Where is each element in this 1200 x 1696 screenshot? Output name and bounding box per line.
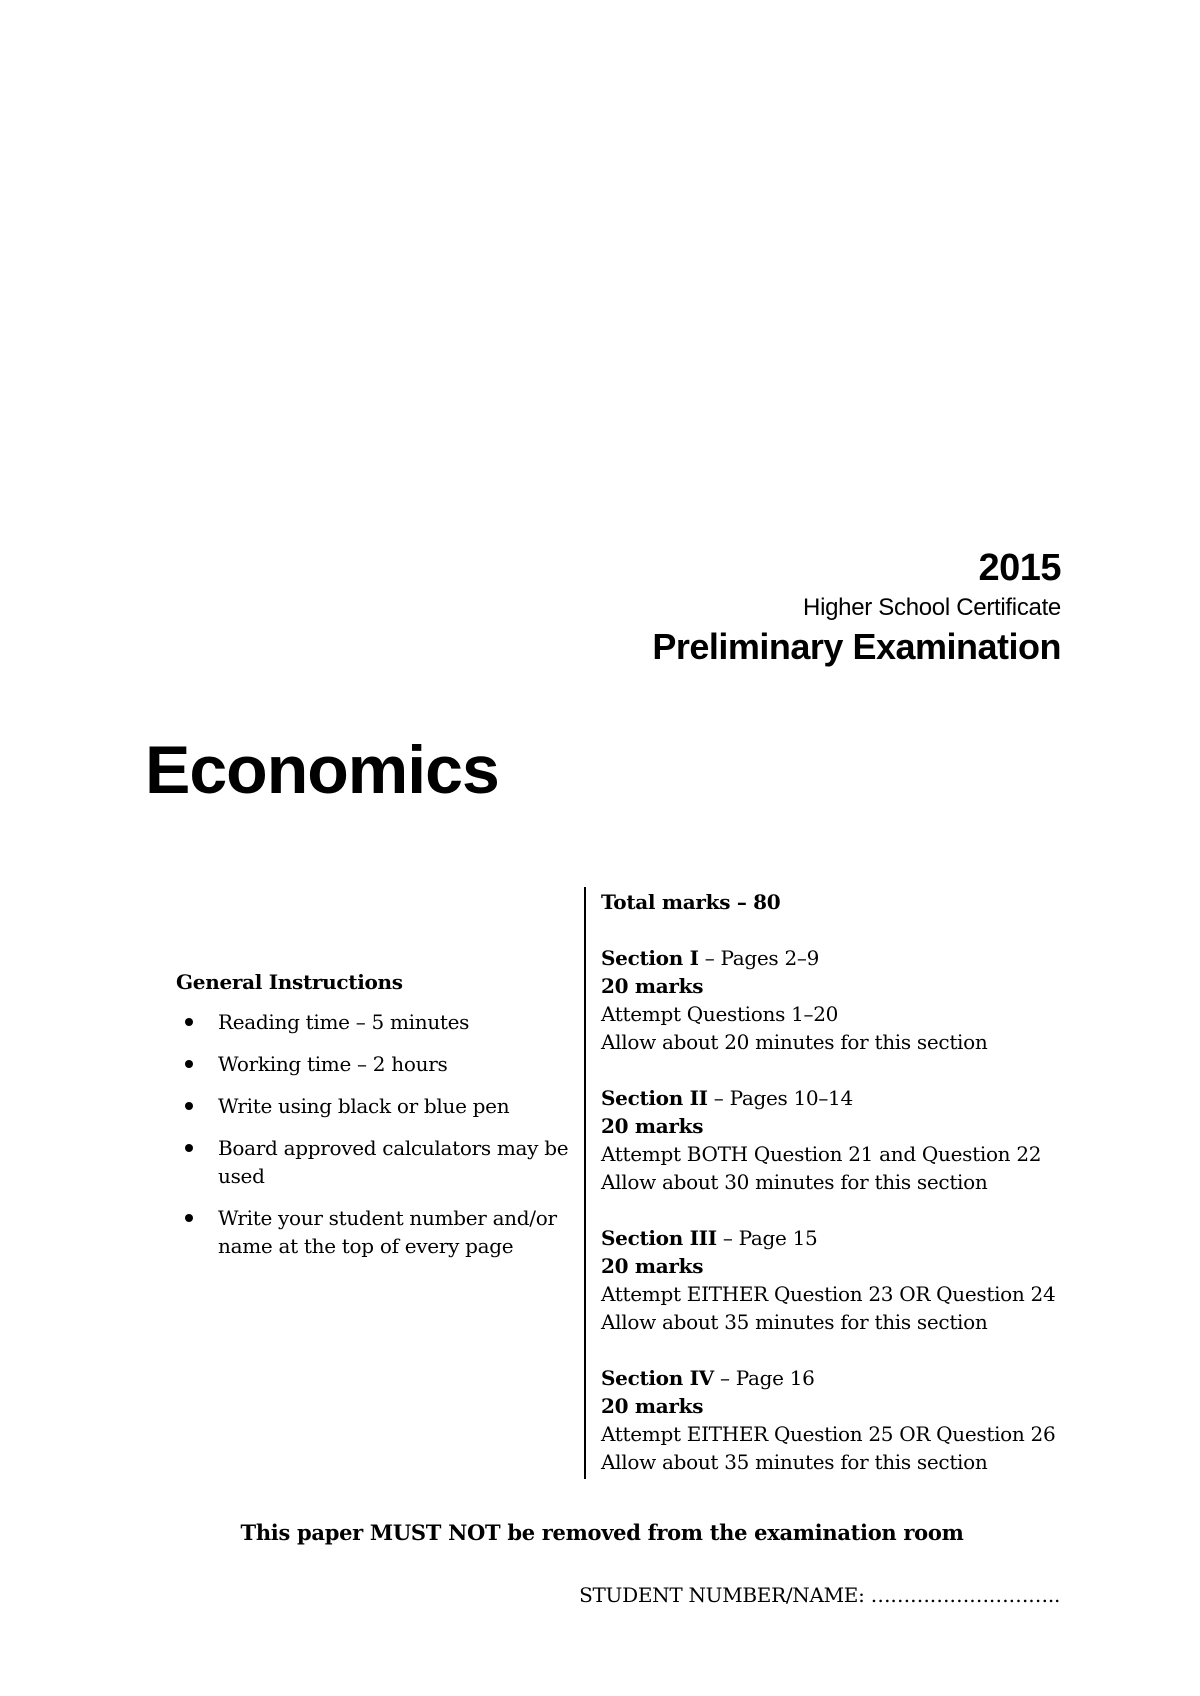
section-marks: 20 marks: [601, 1254, 704, 1278]
section-attempt: Attempt EITHER Question 23 OR Question 24: [601, 1282, 1056, 1306]
section-pages: – Pages 2–9: [698, 946, 819, 970]
section-attempt: Attempt EITHER Question 25 OR Question 26: [601, 1422, 1056, 1446]
student-number-name-line: STUDENT NUMBER/NAME: ………………………..: [579, 1583, 1060, 1607]
section-time: Allow about 35 minutes for this section: [601, 1450, 988, 1474]
instruction-item: Board approved calculators may be used: [176, 1134, 576, 1190]
instructions-list: [176, 1008, 576, 1260]
section-name: Section III: [601, 1226, 717, 1250]
certificate-name: Higher School Certificate: [803, 594, 1061, 621]
instruction-item: Write using black or blue pen: [176, 1092, 576, 1120]
section-name: Section II: [601, 1086, 708, 1110]
warning-text: This paper MUST NOT be removed from the examination room: [240, 1520, 964, 1545]
section-pages: – Page 16: [713, 1366, 815, 1390]
section-marks: 20 marks: [601, 974, 704, 998]
section-heading: [601, 1364, 1121, 1392]
section-time: Allow about 30 minutes for this section: [601, 1170, 988, 1194]
section-block: [601, 1084, 1121, 1196]
subject-title: Economics: [145, 732, 499, 808]
instruction-item: Write your student number and/or name at the top of every page: [176, 1204, 576, 1260]
column-divider: [584, 887, 586, 1479]
instructions-heading: General Instructions: [176, 970, 403, 994]
section-name: Section I: [601, 946, 699, 970]
section-attempt: Attempt Questions 1–20: [601, 1002, 839, 1026]
section-marks: 20 marks: [601, 1394, 704, 1418]
section-block: [601, 1364, 1121, 1476]
section-marks: 20 marks: [601, 1114, 704, 1138]
exam-header: [652, 545, 1061, 669]
section-time: Allow about 35 minutes for this section: [601, 1310, 988, 1334]
section-name: Section IV: [601, 1366, 714, 1390]
section-pages: – Page 15: [716, 1226, 818, 1250]
section-heading: [601, 1084, 1121, 1112]
exam-title: Preliminary Examination: [652, 626, 1061, 667]
section-block: [601, 944, 1121, 1056]
section-heading: [601, 1224, 1121, 1252]
exam-room-warning: [0, 1518, 1200, 1548]
instruction-item: Working time – 2 hours: [176, 1050, 576, 1078]
general-instructions: [176, 970, 576, 1274]
section-pages: – Pages 10–14: [707, 1086, 853, 1110]
total-marks: Total marks – 80: [601, 890, 781, 914]
exam-year: 2015: [978, 547, 1061, 589]
instruction-item: Reading time – 5 minutes: [176, 1008, 576, 1036]
section-block: [601, 1224, 1121, 1336]
section-heading: [601, 944, 1121, 972]
section-time: Allow about 20 minutes for this section: [601, 1030, 988, 1054]
sections-summary: [601, 888, 1121, 1476]
section-attempt: Attempt BOTH Question 21 and Question 22: [601, 1142, 1042, 1166]
